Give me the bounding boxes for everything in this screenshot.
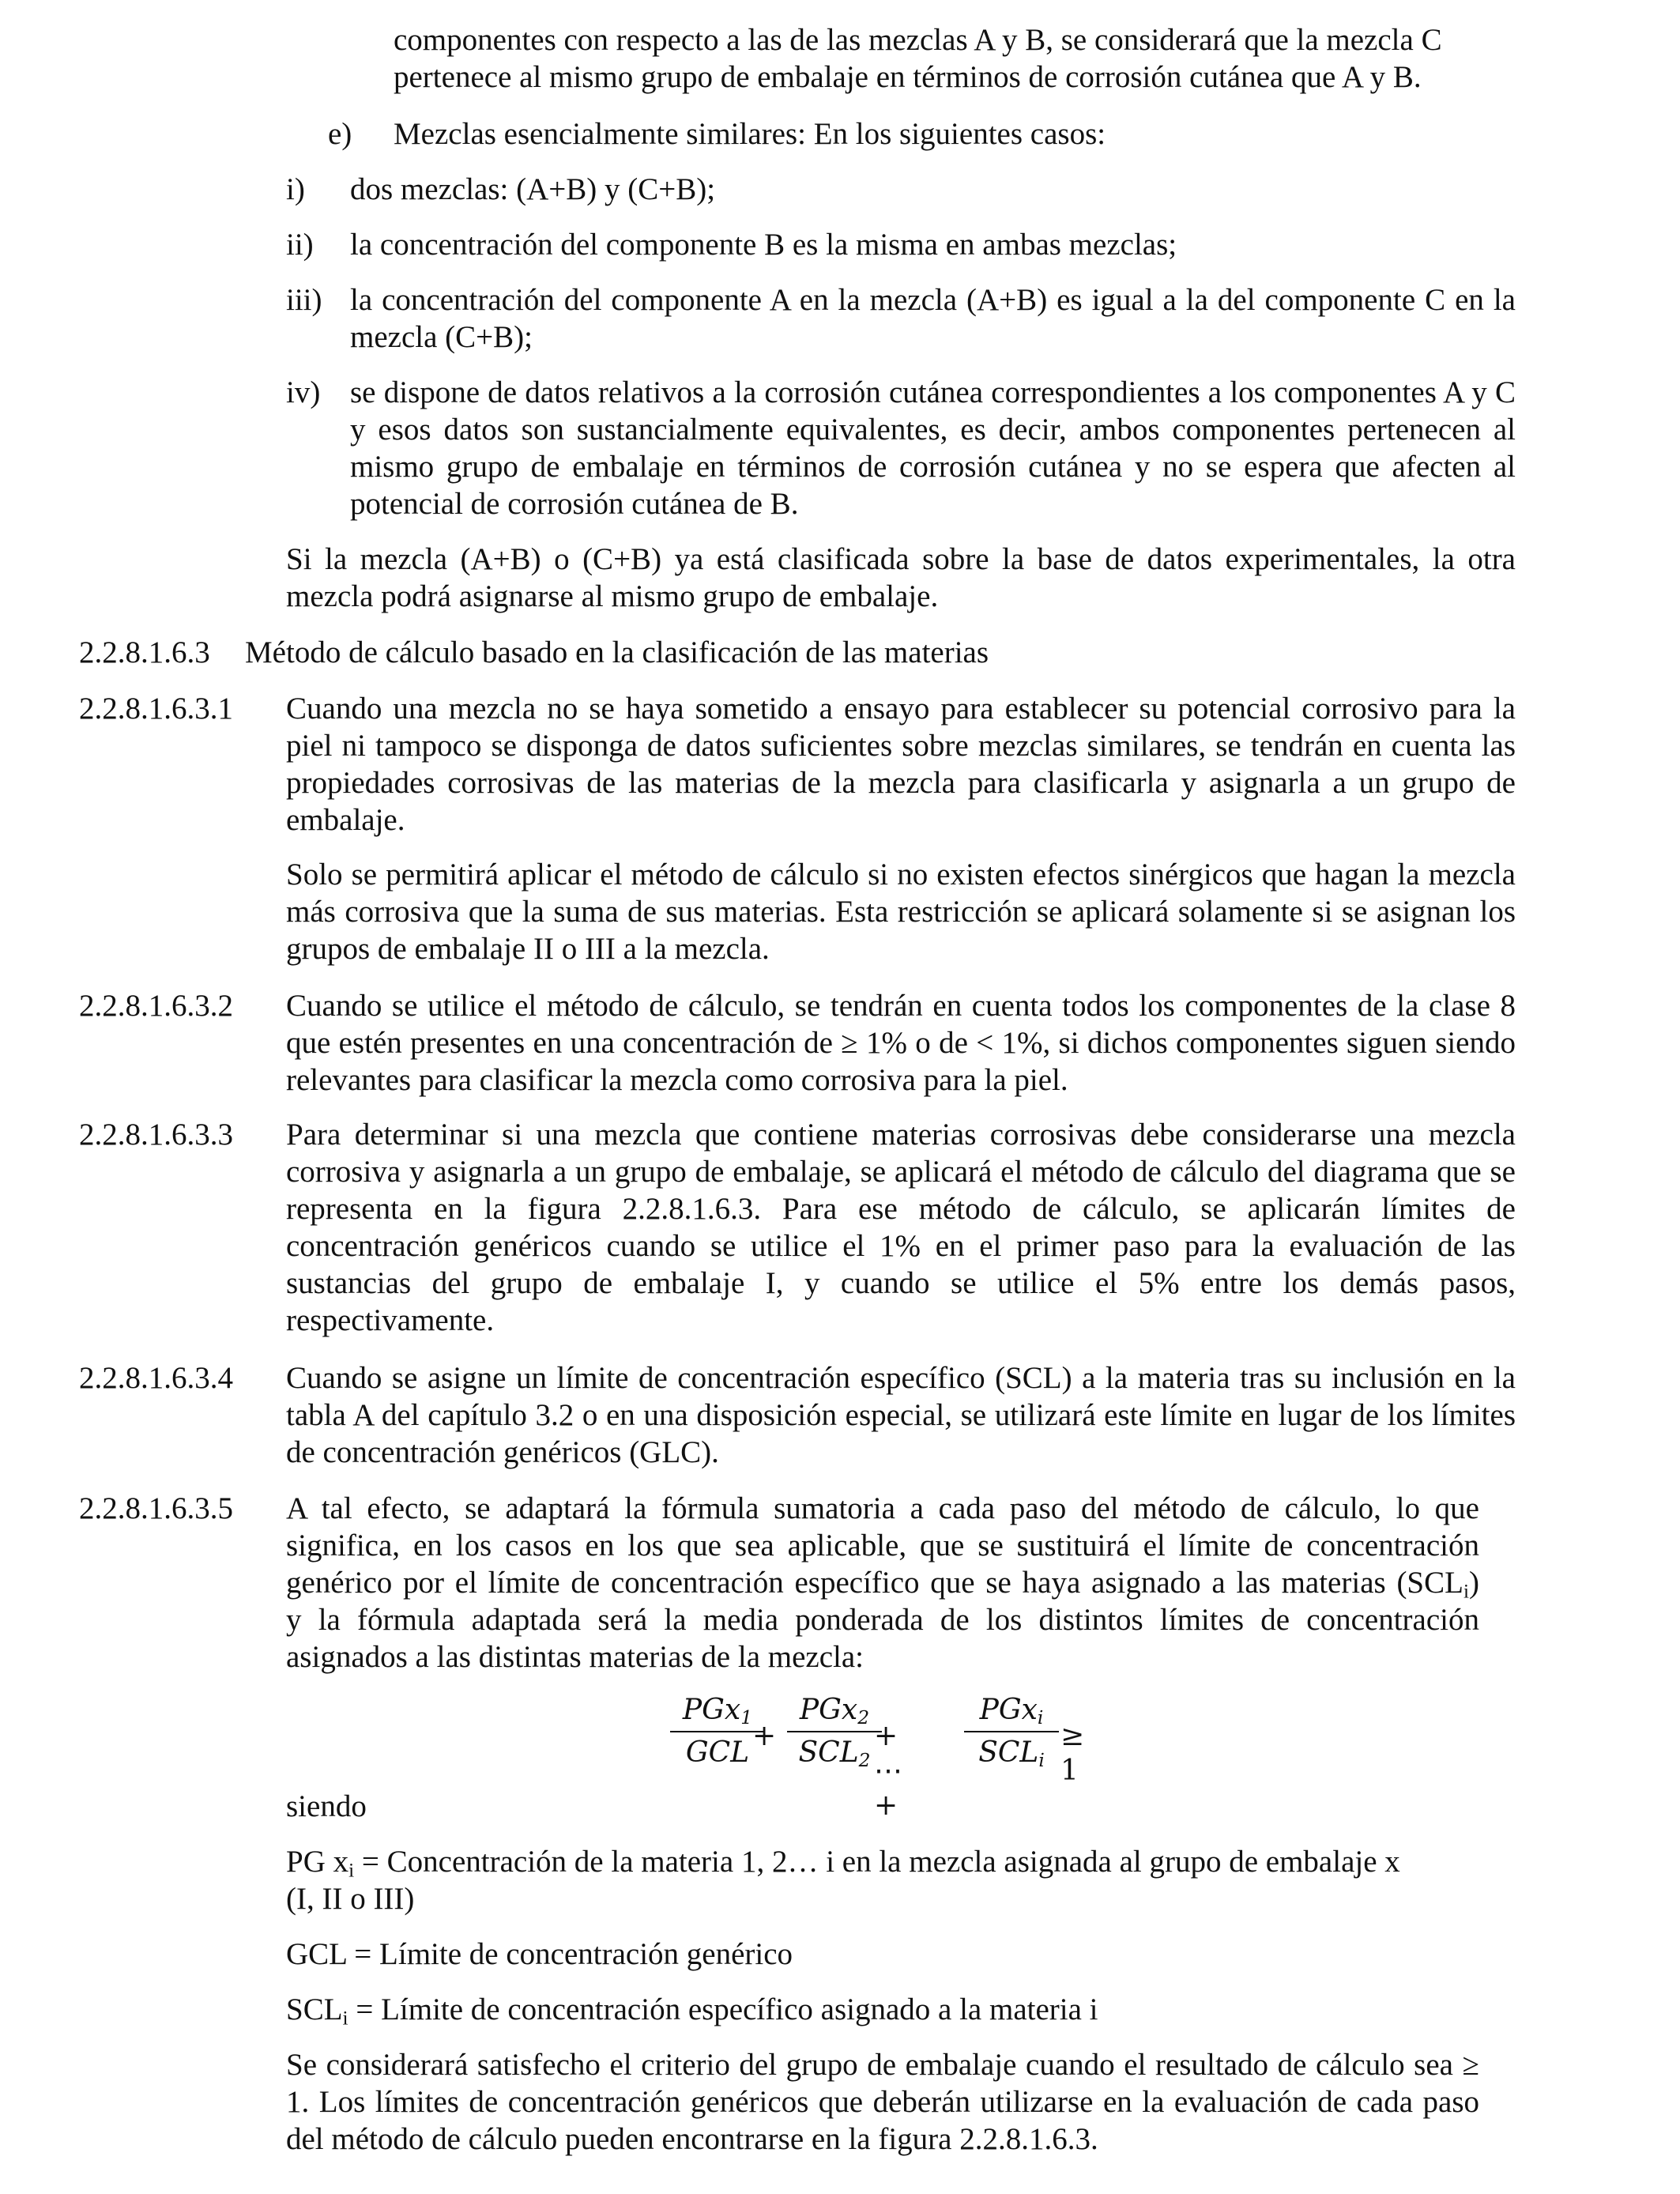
- fraction-term-1: PGx$_1$ GCL: [670, 1693, 765, 1770]
- fraction-term-i: PGx$_i$ $SCL_i$: [964, 1693, 1059, 1770]
- roman-item-label: iv): [286, 375, 321, 409]
- paragraph-number: 2.2.8.1.6.3.4: [79, 1361, 233, 1395]
- roman-item-label: ii): [286, 228, 314, 262]
- paragraph-text: Cuando se asigne un límite de concentración específico (SCL) a la materia tras su inclusión en la tabla A del capítulo 3.2 o en una disposición especial, se utilizará este límite en lugar de los límites de concentración genéricos (GLC).: [286, 1361, 1516, 1469]
- item-e-text: Mezclas esencialmente similares: En los siguientes casos:: [394, 117, 1106, 151]
- paragraph-text: Para determinar si una mezcla que contiene materias corrosivas debe considerarse una mezcla corrosiva y asignarla a un grupo de embalaje, se aplicará el método de cálculo del diagrama que se representa en la figura 2.2.8.1.6.3. Para ese método de cálculo, se aplicarán límites de concentración genéricos cuando se utilice el 1% en el primer paso para la evaluación de las sustancias del grupo de embalaje I, y cuando se utilice el 5% entre los demás pasos, respectivamente.: [286, 1118, 1516, 1337]
- roman-item-label: i): [286, 172, 305, 206]
- roman-item-text: la concentración del componente A en la mezcla (A+B) es igual a la del componente C en la mezcla (C+B);: [350, 283, 1516, 354]
- paragraph-text-part: ): [1469, 1566, 1479, 1600]
- definition-pg-line2: (I, II o III): [286, 1882, 415, 1916]
- paragraph-number: 2.2.8.1.6.3.1: [79, 692, 233, 726]
- paragraph-text: Cuando se utilice el método de cálculo, se tendrán en cuenta todos los componentes de la clase 8 que estén presentes en una concentración de ≥ 1% o de < 1%, si dichos componentes siguen siendo relevantes para clasificar la mezcla como corrosiva para la piel.: [286, 989, 1516, 1097]
- roman-item-label: iii): [286, 283, 322, 317]
- definition-pg: PG $x_i$ = Concentración de la materia 1, 2… i en la mezcla asignada al grupo de embalaje x: [286, 1845, 1400, 1882]
- item-e-label: e): [328, 117, 352, 151]
- continuation-line-2: pertenece al mismo grupo de embalaje en términos de corrosión cutánea que A y B.: [394, 60, 1422, 94]
- greater-equal-one: ≥ 1: [1060, 1720, 1085, 1787]
- continuation-line-1: componentes con respecto a las de las mezclas A y B, se considerará que la mezcla C: [394, 23, 1442, 57]
- paragraph-number: 2.2.8.1.6.3.2: [79, 989, 233, 1023]
- siendo-label: siendo: [286, 1789, 367, 1823]
- definition-scl: $SCL_i$ = Límite de concentración específico asignado a la materia i: [286, 1992, 1098, 2030]
- paragraph-number: 2.2.8.1.6.3.3: [79, 1118, 233, 1152]
- closing-paragraph: Se considerará satisfecho el criterio del grupo de embalaje cuando el resultado de cálculo sea ≥ 1. Los límites de concentración genéricos que deberán utilizarse en la evaluación de cada paso del método de cálculo pueden encontrarse en la figura 2.2.8.1.6.3.: [286, 2048, 1479, 2156]
- roman-item-text: dos mezclas: (A+B) y (C+B);: [350, 172, 716, 206]
- subscript: i: [1463, 1580, 1469, 1603]
- section-heading-number: 2.2.8.1.6.3: [79, 635, 210, 669]
- paragraph-text: Cuando una mezcla no se haya sometido a ensayo para establecer su potencial corrosivo para la piel ni tampoco se disponga de datos suficientes sobre mezclas similares, se tendrán en cuenta las propiedades corrosivas de las materias de la mezcla para clasificarla y asignarla a un grupo de embalaje.: [286, 692, 1516, 837]
- after-list-paragraph: Si la mezcla (A+B) o (C+B) ya está clasificada sobre la base de datos experimentales, la otra mezcla podrá asignarse al mismo grupo de embalaje.: [286, 542, 1516, 613]
- paragraph-number: 2.2.8.1.6.3.5: [79, 1491, 233, 1525]
- ellipsis-plus: + ⋯ +: [874, 1720, 902, 1822]
- paragraph-text-part: A tal efecto, se adaptará la fórmula sumatoria a cada paso del método de cálculo, lo que significa, en los casos en los que sea aplicable, que se sustituirá el límite de concentración genérico por el límite de concentración específico que se haya asignado a las materias (SCL: [286, 1491, 1479, 1600]
- paragraph-text: [286, 1490, 1479, 1601]
- paragraph-text: Solo se permitirá aplicar el método de cálculo si no existen efectos sinérgicos que hagan la mezcla más corrosiva que la suma de sus materias. Esta restricción se aplicará solamente si se asignan los grupos de embalaje II o III a la mezcla.: [286, 858, 1516, 966]
- roman-item-text: la concentración del componente B es la misma en ambas mezclas;: [350, 228, 1177, 262]
- paragraph-text: y la fórmula adaptada será la media ponderada de los distintos límites de concentración asignados a las distintas materias de la mezcla:: [286, 1603, 1479, 1674]
- roman-item-text: se dispone de datos relativos a la corrosión cutánea correspondientes a los componentes A y C y esos datos son sustancialmente equivalentes, es decir, ambos componentes pertenecen al mismo grupo de embalaje en términos de corrosión cutánea y no se espera que afecten al potencial de corrosión cutánea de B.: [350, 375, 1516, 521]
- definition-gcl: GCL = Límite de concentración genérico: [286, 1937, 793, 1971]
- fraction-term-2: PGx$_2$ $SCL_2$: [787, 1693, 882, 1770]
- plus-sign: +: [752, 1720, 777, 1752]
- section-heading-title: Método de cálculo basado en la clasificación de las materias: [245, 635, 989, 669]
